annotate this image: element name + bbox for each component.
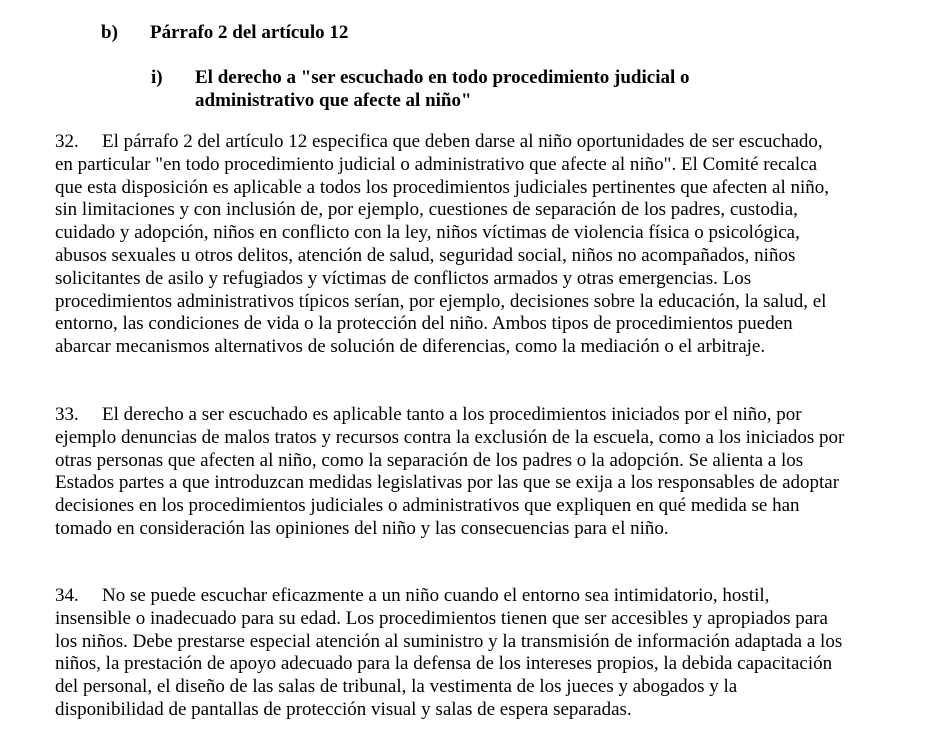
section-title: Párrafo 2 del artículo 12 <box>150 22 349 43</box>
subsection-label: i) <box>151 67 163 88</box>
paragraph-32 <box>55 131 845 359</box>
paragraph-number: 33. <box>55 404 79 425</box>
section-label: b) <box>101 22 118 43</box>
paragraph-text: No se puede escuchar eficazmente a un niño cuando el entorno sea intimidatorio, hostil, insensible o inadecuado para su edad. Los procedimientos tienen que ser accesibles y apropiados para los niños. Debe prestarse especial atención al suministro y la transmisión de información adaptada a los niños, la prestación de apoyo adecuado para la defensa de los intereses propios, la debida capacitación del personal, el diseño de las salas de tribunal, la vestimenta de los jueces y abogados y la disponibilidad de pantallas de protección visual y salas de espera separadas. <box>55 585 843 720</box>
paragraph-34 <box>55 585 845 722</box>
subsection-title: El derecho a "ser escuchado en todo procedimiento judicial o administrativo que afecte al niño" <box>195 67 690 111</box>
paragraph-33 <box>55 404 845 541</box>
paragraph-number: 32. <box>55 131 79 152</box>
paragraph-text: El derecho a ser escuchado es aplicable tanto a los procedimientos iniciados por el niño, por ejemplo denuncias de malos tratos y recursos contra la exclusión de la escuela, como a los iniciados por otras personas que afecten al niño, como la separación de los padres o la adopción. Se alienta a los Estados partes a que introduzcan medidas legislativas por las que se exija a los responsables de adoptar decisiones en los procedimientos judiciales o administrativos que expliquen en qué medida se han tomado en consideración las opiniones del niño y las consecuencias para el niño. <box>55 404 845 539</box>
paragraph-number: 34. <box>55 585 79 606</box>
paragraph-text: El párrafo 2 del artículo 12 especifica que deben darse al niño oportunidades de ser escuchado, en particular "en todo procedimiento judicial o administrativo que afecte al niño". El Comité recalca que esta disposición es aplicable a todos los procedimientos judiciales pertinentes que afecten al niño, sin limitaciones y con inclusión de, por ejemplo, cuestiones de separación de los padres, custodia, cuidado y adopción, niños en conflicto con la ley, niños víctimas de violencia física o psicológica, abusos sexuales u otros delitos, atención de salud, seguridad social, niños no acompañados, niños solicitantes de asilo y refugiados y víctimas de conflictos armados y otras emergencias. Los procedimientos administrativos típicos serían, por ejemplo, decisiones sobre la educación, la salud, el entorno, las condiciones de vida o la protección del niño. Ambos tipos de procedimientos pueden abarcar mecanismos alternativos de solución de diferencias, como la mediación o el arbitraje. <box>55 131 830 358</box>
